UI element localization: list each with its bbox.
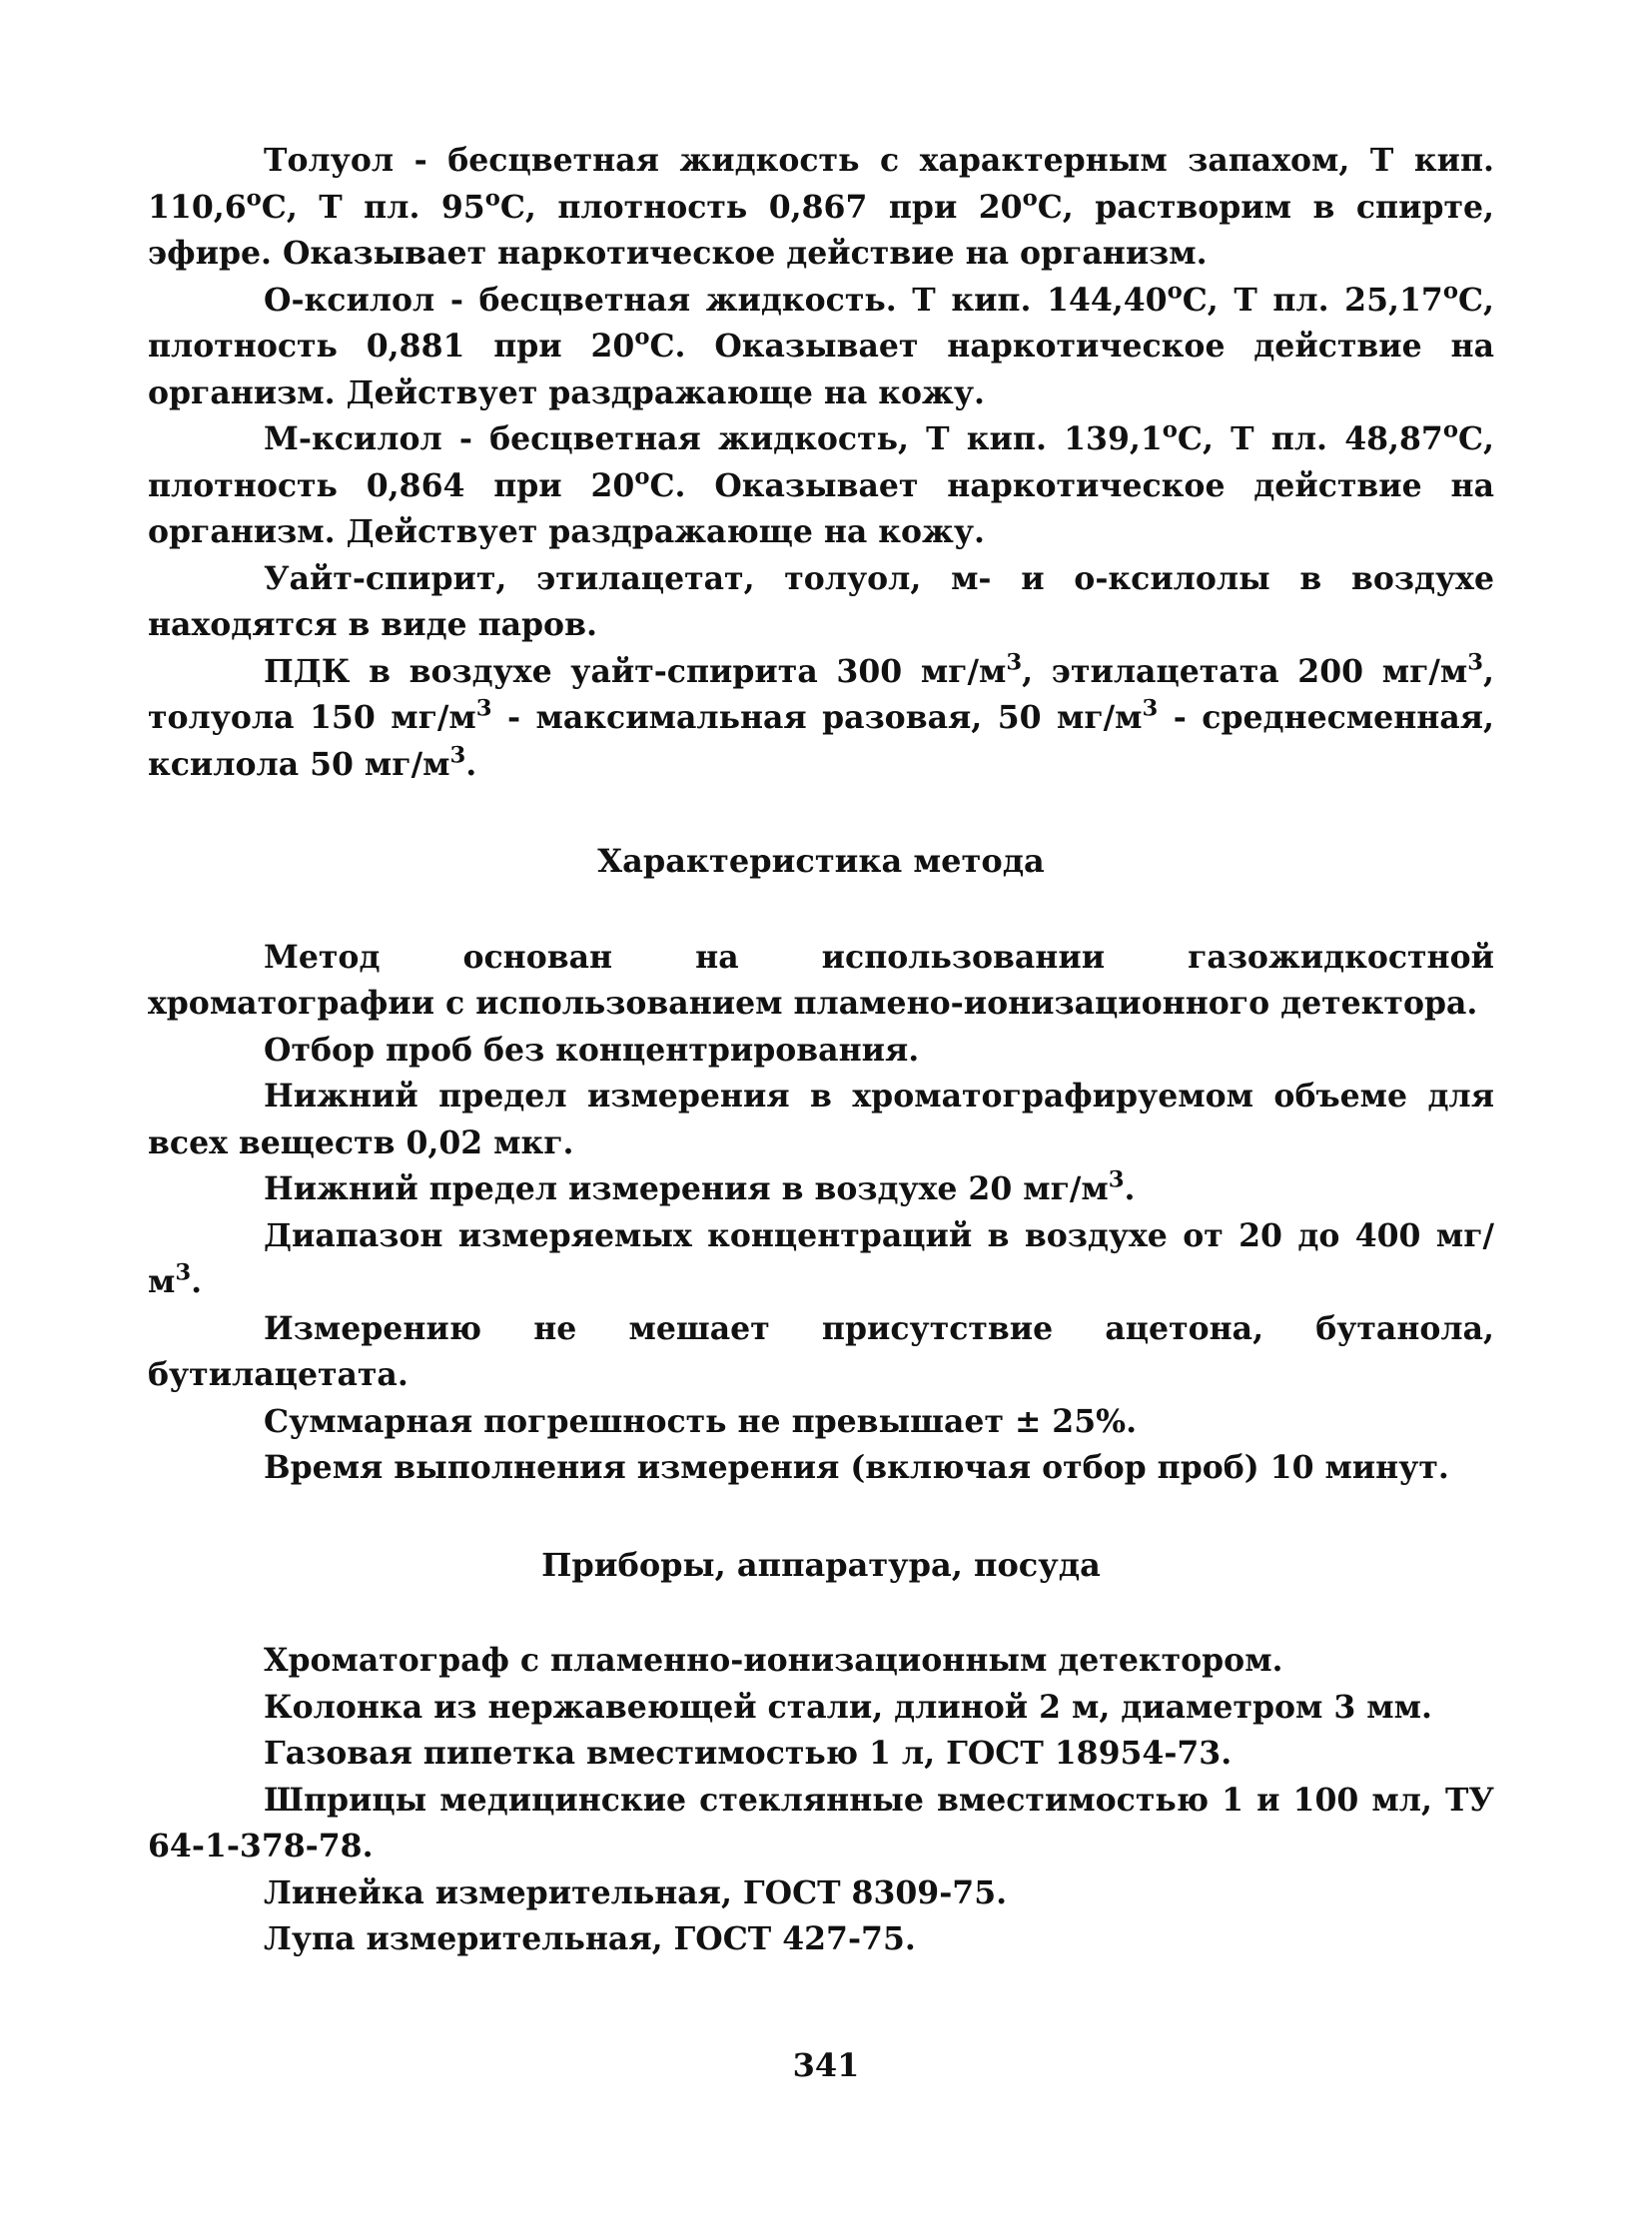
equipment-item-gas-pipette: Газовая пипетка вместимостью 1 л, ГОСТ 18954-73. [264,1735,1233,1772]
mxylene-text-a: М-ксилол - бесцветная жидкость, Т кип. 139,1 [264,420,1163,457]
pdk-text-f: . [465,745,477,783]
pdk-cube-2: 3 [1467,649,1484,676]
lower-limit-air-text-a: Нижний предел измерения в воздухе 20 мг/м [264,1170,1109,1207]
pdk-text-d: - максимальная разовая, 50 мг/м [491,699,1143,736]
pdk-cube-5: 3 [449,742,466,769]
equipment-item-ruler: Линейка измерительная, ГОСТ 8309-75. [264,1873,1008,1911]
page-number: 341 [792,2046,860,2084]
error-paragraph: Суммарная погрешность не превышает ± 25%. [264,1402,1138,1440]
mxylene-text-d: С. Оказывает наркотическое действие на организм. Действует раздражающе на кожу. [148,466,1494,550]
interference-paragraph: Измерению не мешает присутствие ацетона, бутанола, бутилацетата. [148,1309,1494,1393]
equipment-item-column: Колонка из нержавеющей стали, длиной 2 м, диаметром 3 мм. [264,1688,1432,1726]
oxylene-degree-2: о [1442,278,1458,305]
range-paragraph [148,1213,1494,1306]
lower-limit-air-paragraph [148,1166,1494,1213]
duration-paragraph: Время выполнения измерения (включая отбор проб) 10 минут. [264,1449,1449,1486]
oxylene-text-a: О-ксилол - бесцветная жидкость. Т кип. 144,40 [264,281,1168,319]
oxylene-text-b: С, Т пл. 25,17 [1182,281,1443,319]
vapors-paragraph: Уайт-спирит, этилацетат, толуол, м- и о-ксилолы в воздухе находятся в виде паров. [148,559,1494,643]
equipment-list [148,1638,1494,1963]
pdk-text-c: , толуола 150 мг/м [148,652,1494,736]
pdk-text-a: ПДК в воздухе уайт-спирита 300 мг/м [264,652,1007,690]
oxylene-degree-1: о [1167,278,1183,305]
equipment-item-syringes: Шприцы медицинские стеклянные вместимостью 1 и 100 мл, ТУ 64-1-378-78. [148,1781,1494,1865]
mxylene-paragraph [148,416,1494,556]
pdk-text-e: - среднесменная, ксилола 50 мг/м [148,699,1494,783]
equipment-heading: Приборы, аппаратура, посуда [541,1545,1101,1584]
toluene-text-d: С, растворим в спирте, эфире. Оказывает наркотическое действие на организм. [148,188,1494,272]
method-principle-paragraph: Метод основан на использовании газожидкостной хроматографии с использованием пламено-ионизационного детектора. [148,938,1494,1022]
range-text-a: Диапазон измеряемых концентраций в воздухе от 20 до 400 мг/м [148,1216,1494,1300]
oxylene-text-c: С, плотность 0,881 при 20 [148,281,1494,365]
oxylene-degree-3: о [634,324,650,351]
mxylene-text-c: С, плотность 0,864 при 20 [148,420,1495,504]
range-cube: 3 [175,1259,192,1286]
lower-limit-air-cube: 3 [1108,1166,1125,1193]
lower-limit-air-text-b: . [1124,1170,1136,1207]
toluene-text-c: С, плотность 0,867 при 20 [499,188,1023,226]
mxylene-degree-3: о [634,463,650,490]
range-text-b: . [191,1263,203,1300]
equipment-item-magnifier: Лупа измерительная, ГОСТ 427-75. [264,1920,916,1957]
pdk-cube-3: 3 [475,695,492,722]
lower-limit-volume-paragraph: Нижний предел измерения в хроматографируемом объеме для всех веществ 0,02 мкг. [148,1078,1494,1161]
toluene-degree-2: о [484,185,500,212]
sampling-paragraph: Отбор проб без концентрирования. [264,1031,920,1069]
mxylene-degree-1: о [1162,416,1178,443]
document-page [148,138,1494,1963]
pdk-paragraph [148,649,1494,789]
pdk-text-b: , этилацетата 200 мг/м [1022,652,1468,690]
method-heading: Характеристика метода [597,842,1045,880]
oxylene-text-d: С. Оказывает наркотическое действие на организм. Действует раздражающе на кожу. [148,328,1494,411]
mxylene-text-b: С, Т пл. 48,87 [1177,420,1443,457]
toluene-text-b: С, Т пл. 95 [261,188,485,226]
mxylene-degree-2: о [1442,416,1458,443]
toluene-text-a: Толуол - бесцветная жидкость с характерным запахом, Т кип. 110,6 [148,142,1494,226]
toluene-paragraph [148,138,1494,278]
oxylene-paragraph [148,278,1494,417]
pdk-cube-4: 3 [1142,695,1159,722]
equipment-item-chromatograph: Хроматограф с пламенно-ионизационным детектором. [264,1642,1283,1679]
toluene-degree-1: о [246,185,262,212]
pdk-cube-1: 3 [1006,649,1023,676]
toluene-degree-3: о [1022,185,1038,212]
